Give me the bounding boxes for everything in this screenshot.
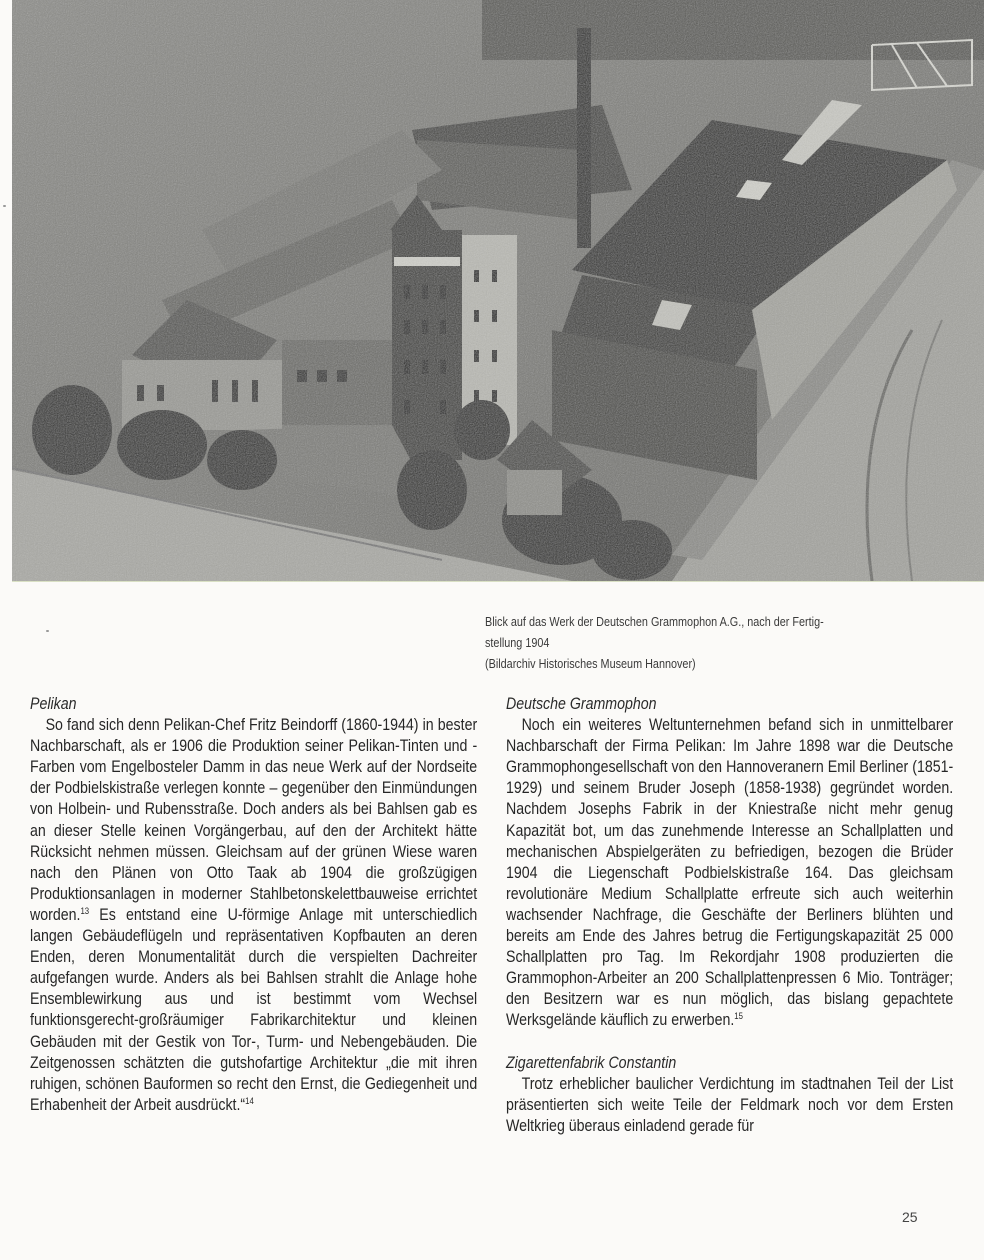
caption-line: (Bildarchiv Historisches Museum Hannover) bbox=[485, 657, 696, 671]
caption-line: Blick auf das Werk der Deutschen Grammophon A.G., nach der Fertig- bbox=[485, 615, 824, 629]
footnote-ref[interactable]: 13 bbox=[80, 905, 90, 916]
section-heading-zigarettenfabrik-constantin: Zigarettenfabrik Constantin bbox=[506, 1053, 677, 1072]
body-text: Es entstand eine U-förmige Anlage mit unterschiedlich langen Gebäudeflügeln und repräsentativen Kopfbauten an deren Enden, deren Monumentalität durch die verspielten Dachreiter aufgefangen wurde. Anders als bei Bahlsen strahlt die Anlage hohe Ensemblewirkung aus und ist bestimmt vom Wechsel funktionsgerecht-großräumiger Fabrikarchitektur und kleinen Gebäuden mit der Gestik von Tor-, Turm- und Nebengebäuden. Die Zeitgenossen schätzten die gutshofartige Architektur „die mit ihren ruhigen, schönen Bauformen so recht den Ernst, die Gediegenheit und Erhabenheit der Arbeit ausdrückt.“ bbox=[30, 905, 478, 1114]
left-column bbox=[30, 694, 477, 1116]
section-body-deutsche-grammophon bbox=[506, 715, 953, 1031]
page-number: 25 bbox=[902, 1209, 918, 1225]
caption-line: stellung 1904 bbox=[485, 636, 550, 650]
body-text: Noch ein weiteres Weltunternehmen befand sich in unmittelbarer Nachbarschaft der Firma Pelikan: Im Jahre 1898 war die Deutsche Grammophongesellschaft von den Hannoveranern Emil Berliner (1851-1929) und seinem Bruder Joseph (1858-1938) gegründet worden. Nachdem Josephs Fabrik in der Kniestraße nicht mehr genug Kapazität bot, um das zunehmende Interesse an Schallplatten und mechanischen Abspielgeräten zu befriedigen, bezogen die Brüder 1904 die Liegenschaft Podbielskistraße 164. Das gleichsam revolutionäre Medium Schallplatte erfreute sich auch weiterhin wachsender Nachfrage, die Geschäfte der Berliners blühten und bereits am Ende des Jahres betrug die Fertigungskapazität 25 000 Schallplatten pro Tag. Im Rekordjahr 1908 produzierten die Grammophon-Arbeiter an 200 Schallplattenpressen 6 Mio. Tonträger; den Besitzern war es nun möglich, das bislang gepachtete Werksgelände käuflich zu erwerben. bbox=[506, 716, 954, 1030]
scan-speck bbox=[46, 630, 49, 632]
right-column bbox=[506, 694, 953, 1137]
body-text: Trotz erheblicher baulicher Verdichtung im stadtnahen Teil der List präsentierten sich weite Teile der Feldmark noch vor dem Ersten Weltkrieg überaus einladend gerade für bbox=[506, 1074, 954, 1135]
section-body-zigarettenfabrik-constantin bbox=[506, 1074, 953, 1137]
section-heading-deutsche-grammophon: Deutsche Grammophon bbox=[506, 695, 657, 713]
section-gap bbox=[506, 1032, 953, 1053]
scan-speck bbox=[3, 205, 6, 207]
section-heading-pelikan: Pelikan bbox=[30, 695, 77, 713]
section-body-pelikan bbox=[30, 715, 477, 1116]
factory-aerial-image bbox=[12, 0, 984, 581]
photo-caption bbox=[485, 612, 881, 675]
body-text: So fand sich denn Pelikan-Chef Fritz Beindorff (1860-1944) in bester Nachbarschaft, als er 1906 die Produktion seiner Pelikan-Tinten und -Farben vom Engelbosteler Damm in das neue Werk auf der Nordseite der Podbielskistraße verlegen konnte – gegenüber den Einmündungen von Holbein- und Rubensstraße. Doch anders als bei Bahlsen gab es an dieser Stelle keinen Vorgängerbau, auf den der Architekt hätte Rücksicht nehmen müssen. Gleichsam auf der grünen Wiese waren nach den Plänen von Otto Taak ab 1904 die großzügigen Produktionsanlagen in moderner Stahlbetonskelettbauweise errichtet worden. bbox=[30, 716, 478, 924]
footnote-ref[interactable]: 14 bbox=[245, 1095, 254, 1106]
footnote-ref[interactable]: 15 bbox=[734, 1011, 743, 1022]
aerial-photograph bbox=[12, 0, 984, 582]
